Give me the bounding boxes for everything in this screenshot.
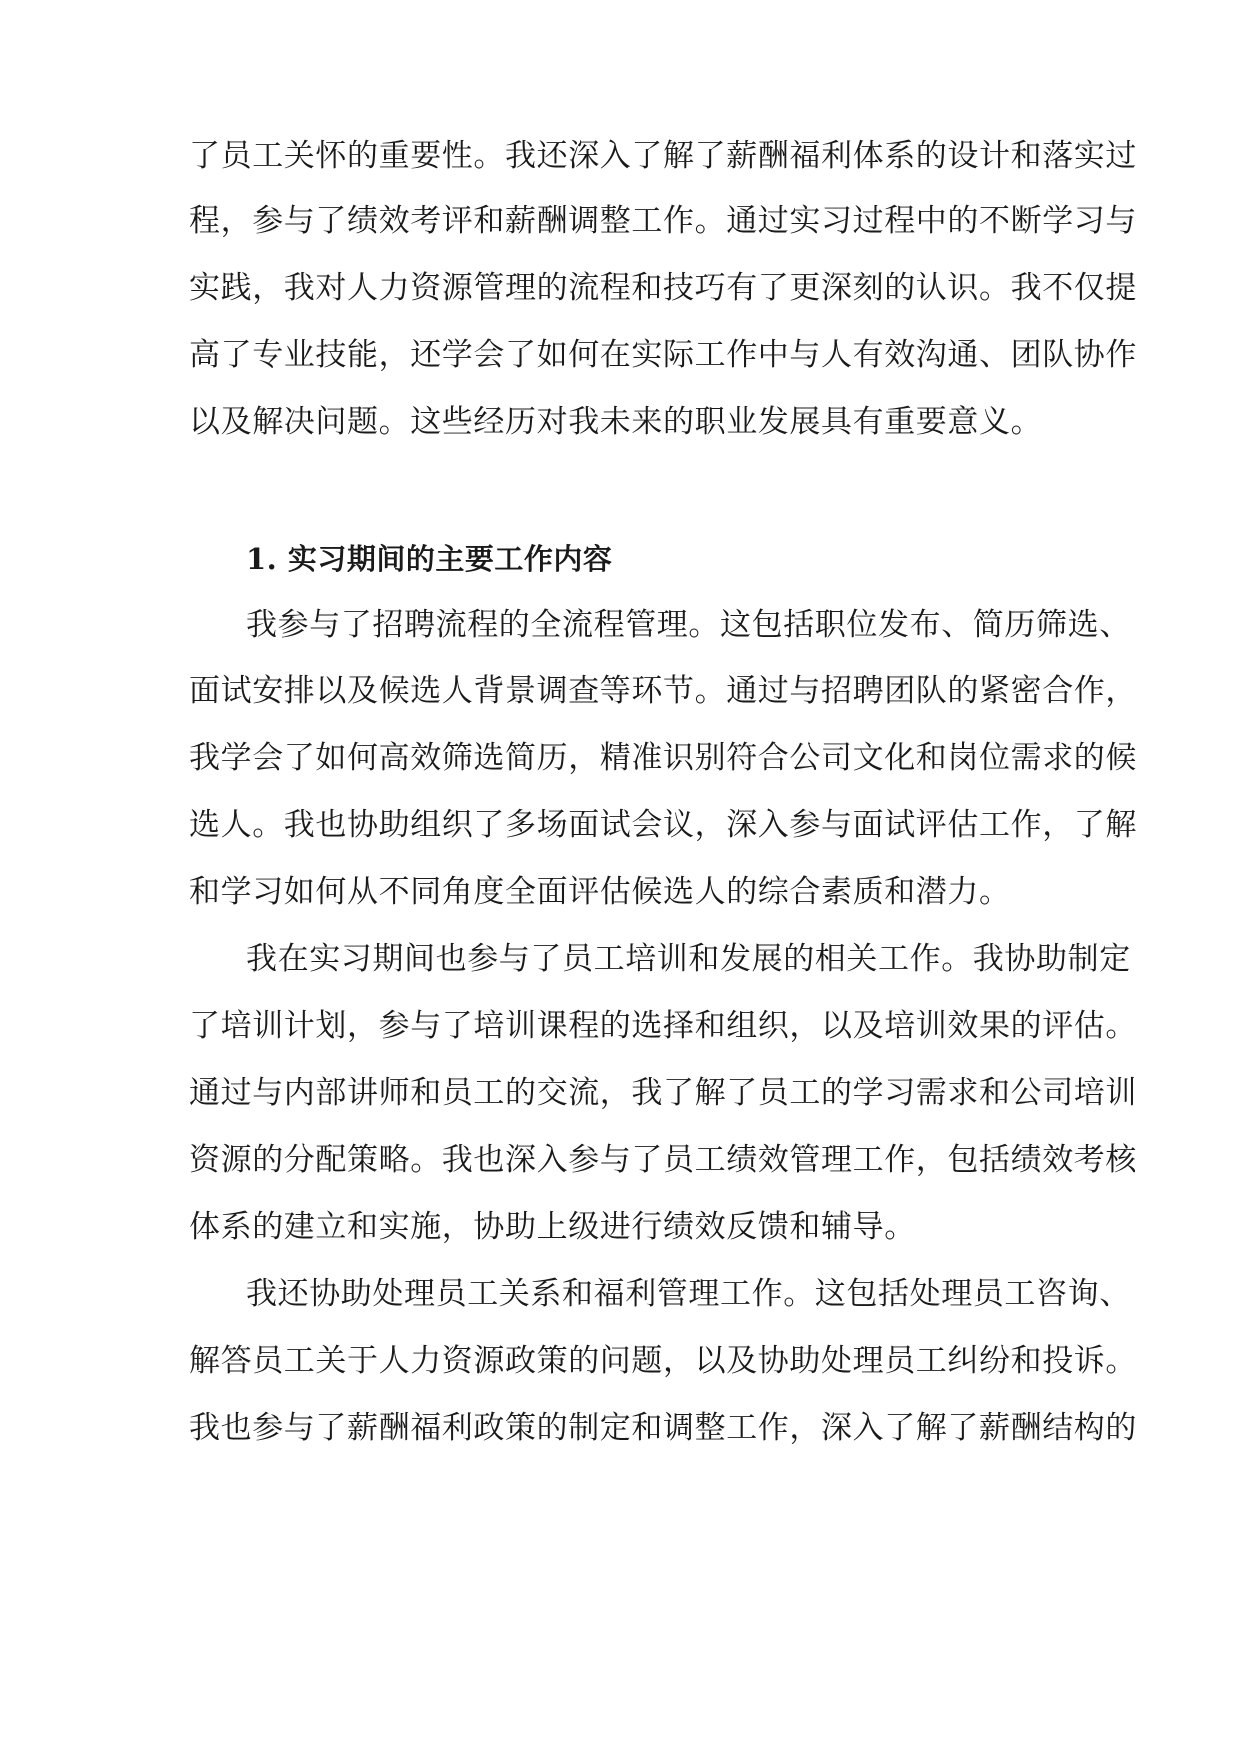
text-line: 了员工关怀的重要性。我还深入了解了薪酬福利体系的设计和落实过 (189, 138, 1137, 174)
text-line: 我在实习期间也参与了员工培训和发展的相关工作。我协助制定 (246, 941, 1131, 977)
text-line: 我学会了如何高效筛选简历，精准识别符合公司文化和岗位需求的候 (189, 740, 1137, 776)
text-line: 体系的建立和实施，协助上级进行绩效反馈和辅导。 (189, 1209, 916, 1245)
text-line: 我也参与了薪酬福利政策的制定和调整工作，深入了解了薪酬结构的 (189, 1410, 1137, 1446)
text-line: 我还协助处理员工关系和福利管理工作。这包括处理员工咨询、 (246, 1276, 1131, 1312)
text-line: 我参与了招聘流程的全流程管理。这包括职位发布、简历筛选、 (246, 607, 1131, 643)
text-line: 资源的分配策略。我也深入参与了员工绩效管理工作，包括绩效考核 (189, 1142, 1137, 1178)
text-line: 解答员工关于人力资源政策的问题，以及协助处理员工纠纷和投诉。 (189, 1343, 1137, 1379)
text-line: 程，参与了绩效考评和薪酬调整工作。通过实习过程中的不断学习与 (189, 203, 1137, 239)
text-line: 选人。我也协助组织了多场面试会议，深入参与面试评估工作，了解 (189, 807, 1137, 843)
text-line: 高了专业技能，还学会了如何在实际工作中与人有效沟通、团队协作 (189, 337, 1137, 373)
text-line: 实践，我对人力资源管理的流程和技巧有了更深刻的认识。我不仅提 (189, 270, 1137, 306)
text-line: 以及解决问题。这些经历对我未来的职业发展具有重要意义。 (189, 404, 1043, 440)
section-heading: 1. 实习期间的主要工作内容 (246, 542, 613, 576)
text-line: 和学习如何从不同角度全面评估候选人的综合素质和潜力。 (189, 874, 1011, 910)
text-line: 通过与内部讲师和员工的交流，我了解了员工的学习需求和公司培训 (189, 1075, 1137, 1111)
text-line: 了培训计划，参与了培训课程的选择和组织，以及培训效果的评估。 (189, 1008, 1137, 1044)
text-line: 面试安排以及候选人背景调查等环节。通过与招聘团队的紧密合作， (189, 673, 1137, 709)
